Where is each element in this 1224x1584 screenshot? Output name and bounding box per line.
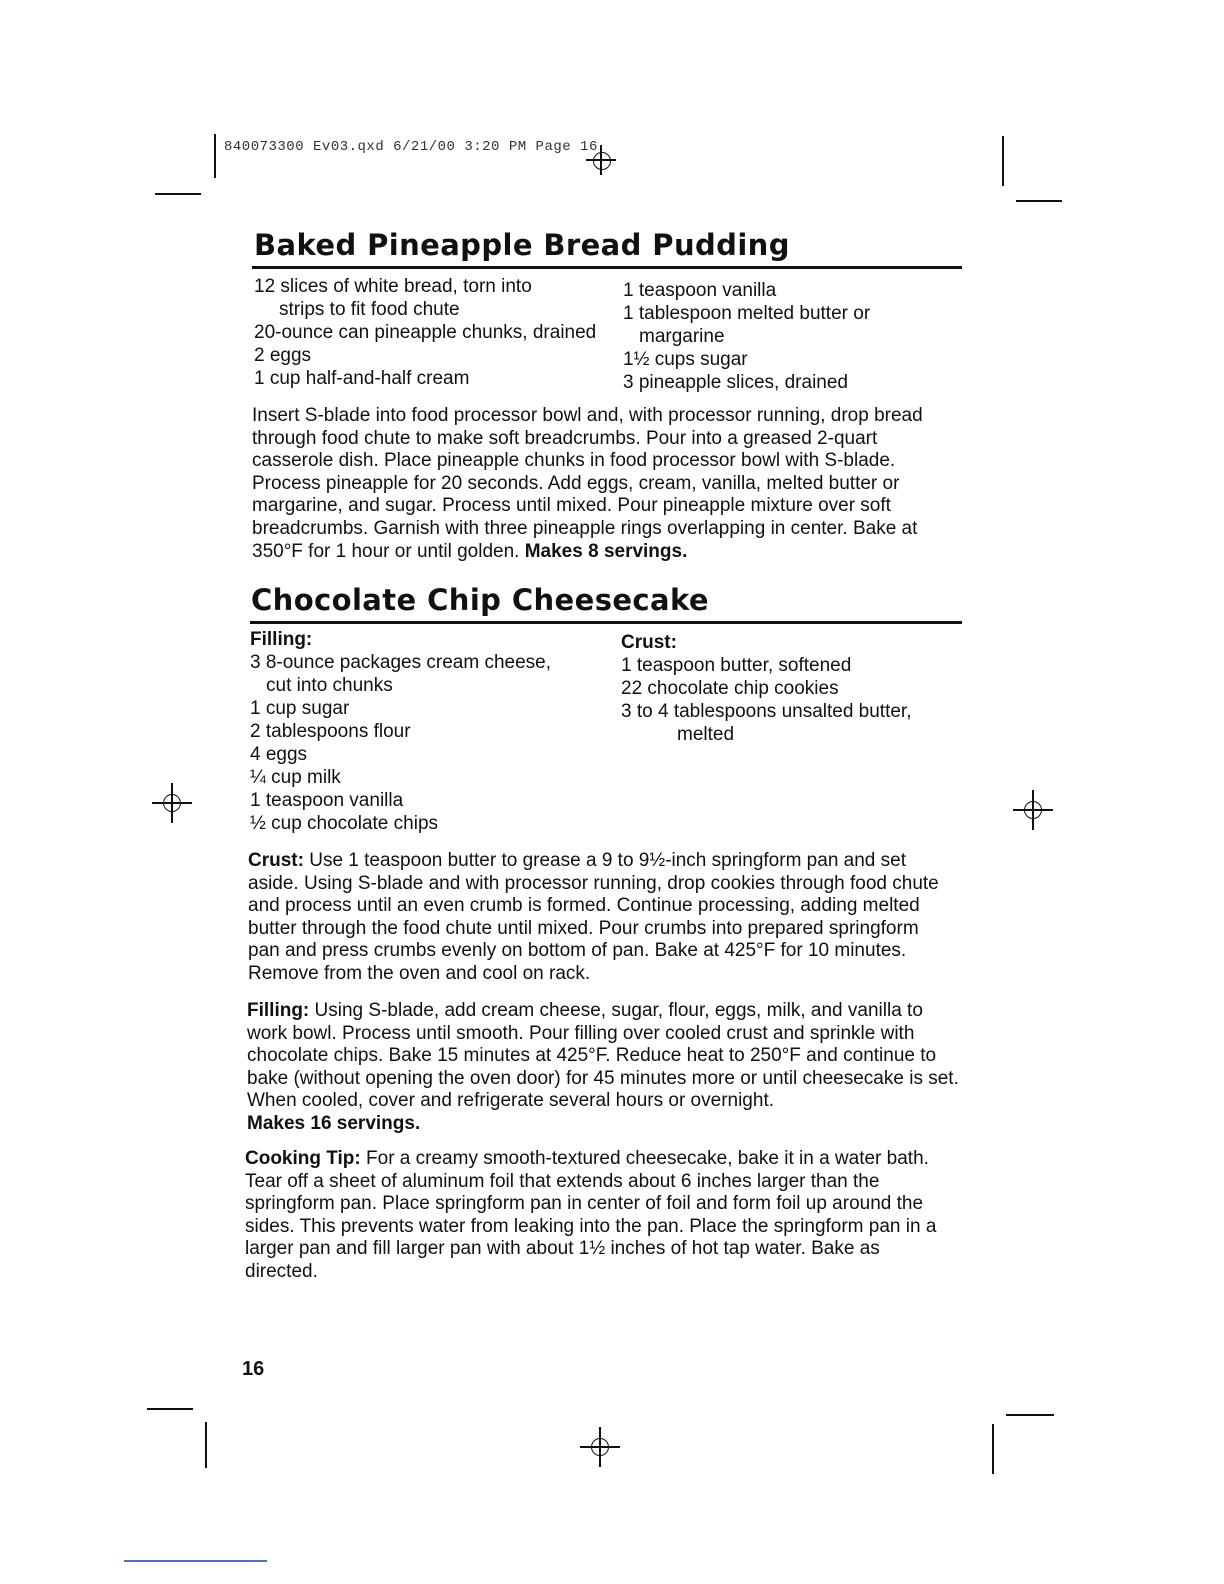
- yield-text: Makes 8 servings.: [524, 540, 688, 562]
- ingredient-item: 1 teaspoon vanilla: [623, 280, 777, 301]
- ingredient-item: 3 to 4 tablespoons unsalted butter,: [621, 701, 912, 722]
- tip-label: Cooking Tip:: [245, 1148, 361, 1169]
- ingredient-item: 2 tablespoons flour: [250, 721, 411, 742]
- ingredient-item: 1 cup half-and-half cream: [254, 368, 470, 389]
- ingredient-item: 1½ cups sugar: [623, 349, 748, 370]
- ingredient-list-left: [254, 275, 596, 390]
- crop-mark: [147, 1408, 193, 1410]
- ingredient-item: 1 tablespoon melted butter or: [623, 303, 871, 324]
- ingredient-item: 22 chocolate chip cookies: [621, 678, 839, 699]
- filling-heading: Filling:: [250, 629, 313, 650]
- ingredient-item: 1 cup sugar: [250, 698, 350, 719]
- crust-ingredients: [621, 631, 912, 746]
- ingredient-item: cut into chunks: [266, 675, 393, 696]
- recipe-title: Chocolate Chip Cheesecake: [251, 583, 709, 617]
- ingredient-item: melted: [677, 724, 735, 745]
- ingredient-item: 4 eggs: [250, 744, 308, 765]
- crust-label: Crust:: [248, 850, 304, 871]
- ingredient-item: ½ cup chocolate chips: [250, 813, 439, 834]
- filling-text: Using S-blade, add cream cheese, sugar, flour, eggs, milk, and vanilla to work bowl. Process until smooth. Pour filling over cooled crust and sprinkle with chocolate chips. Bake 15 minutes at 425°F. Reduce heat to 250°F and continue to bake (without opening the oven door) for 45 minutes more or until cheesecake is set. When cooled, cover and refrigerate several hours or overnight.: [247, 1000, 959, 1112]
- crop-mark: [1006, 1414, 1054, 1416]
- ingredient-item: 1 teaspoon butter, softened: [621, 655, 852, 676]
- filling-ingredients: [250, 628, 551, 835]
- title-rule: [250, 621, 962, 624]
- registration-mark-icon: [152, 783, 192, 823]
- ingredient-item: 3 8-ounce packages cream cheese,: [250, 652, 552, 673]
- registration-mark-icon: [1013, 790, 1053, 830]
- ingredient-list-right: [623, 279, 870, 394]
- crop-mark: [155, 193, 201, 195]
- page-number: 16: [242, 1358, 265, 1380]
- filling-label: Filling:: [247, 1000, 310, 1021]
- directions-paragraph: [252, 405, 952, 563]
- ingredient-item: 20-ounce can pineapple chunks, drained: [254, 322, 597, 343]
- divider: [124, 1560, 267, 1562]
- crop-mark: [214, 134, 216, 178]
- tip-text: For a creamy smooth-textured cheesecake, bake it in a water bath. Tear off a sheet of aluminum foil that extends about 6 inches larger than the springform pan. Place springform pan in center of foil and form foil up around the sides. This prevents water from leaking into the pan. Place the springform pan in a larger pan and fill larger pan with about 1½ inches of hot tap water. Bake as directed.: [245, 1148, 937, 1282]
- registration-mark-icon: [580, 1427, 620, 1467]
- crust-directions: [248, 850, 948, 986]
- cooking-tip: [245, 1148, 957, 1284]
- yield-text: Makes 16 servings.: [247, 1112, 421, 1134]
- crop-mark: [1002, 136, 1004, 186]
- ingredient-item: ¼ cup milk: [250, 767, 341, 788]
- ingredient-item: 12 slices of white bread, torn into: [254, 276, 532, 297]
- recipe-title: Baked Pineapple Bread Pudding: [254, 228, 790, 262]
- ingredient-item: 2 eggs: [254, 345, 312, 366]
- crop-mark: [992, 1424, 994, 1474]
- ingredient-item: margarine: [639, 326, 725, 347]
- file-slug-line: 840073300 Ev03.qxd 6/21/00 3:20 PM Page 16: [224, 139, 598, 155]
- crop-mark: [205, 1422, 207, 1468]
- crust-heading: Crust:: [621, 632, 677, 653]
- ingredient-item: strips to fit food chute: [279, 299, 460, 320]
- filling-directions: [247, 1000, 959, 1136]
- ingredient-item: 1 teaspoon vanilla: [250, 790, 404, 811]
- title-rule: [252, 266, 962, 269]
- crop-mark: [1016, 200, 1062, 202]
- crust-text: Use 1 teaspoon butter to grease a 9 to 9½-inch springform pan and set aside. Using S-blade and with processor running, drop cookies through food chute and process until an even crumb is formed. Continue processing, adding melted butter through the food chute until mixed. Pour crumbs into prepared springform pan and press crumbs evenly on bottom of pan. Bake at 425°F for 10 minutes. Remove from the oven and cool on rack.: [248, 850, 939, 984]
- ingredient-item: 3 pineapple slices, drained: [623, 372, 848, 393]
- directions-text: Insert S-blade into food processor bowl and, with processor running, drop bread through food chute to make soft breadcrumbs. Pour into a greased 2-quart casserole dish. Place pineapple chunks in food processor bowl with S-blade. Process pineapple for 20 seconds. Add eggs, cream, vanilla, melted butter or margarine, and sugar. Process until mixed. Pour pineapple mixture over soft breadcrumbs. Garnish with three pineapple rings overlapping in center. Bake at 350°F for 1 hour or until golden.: [252, 405, 923, 562]
